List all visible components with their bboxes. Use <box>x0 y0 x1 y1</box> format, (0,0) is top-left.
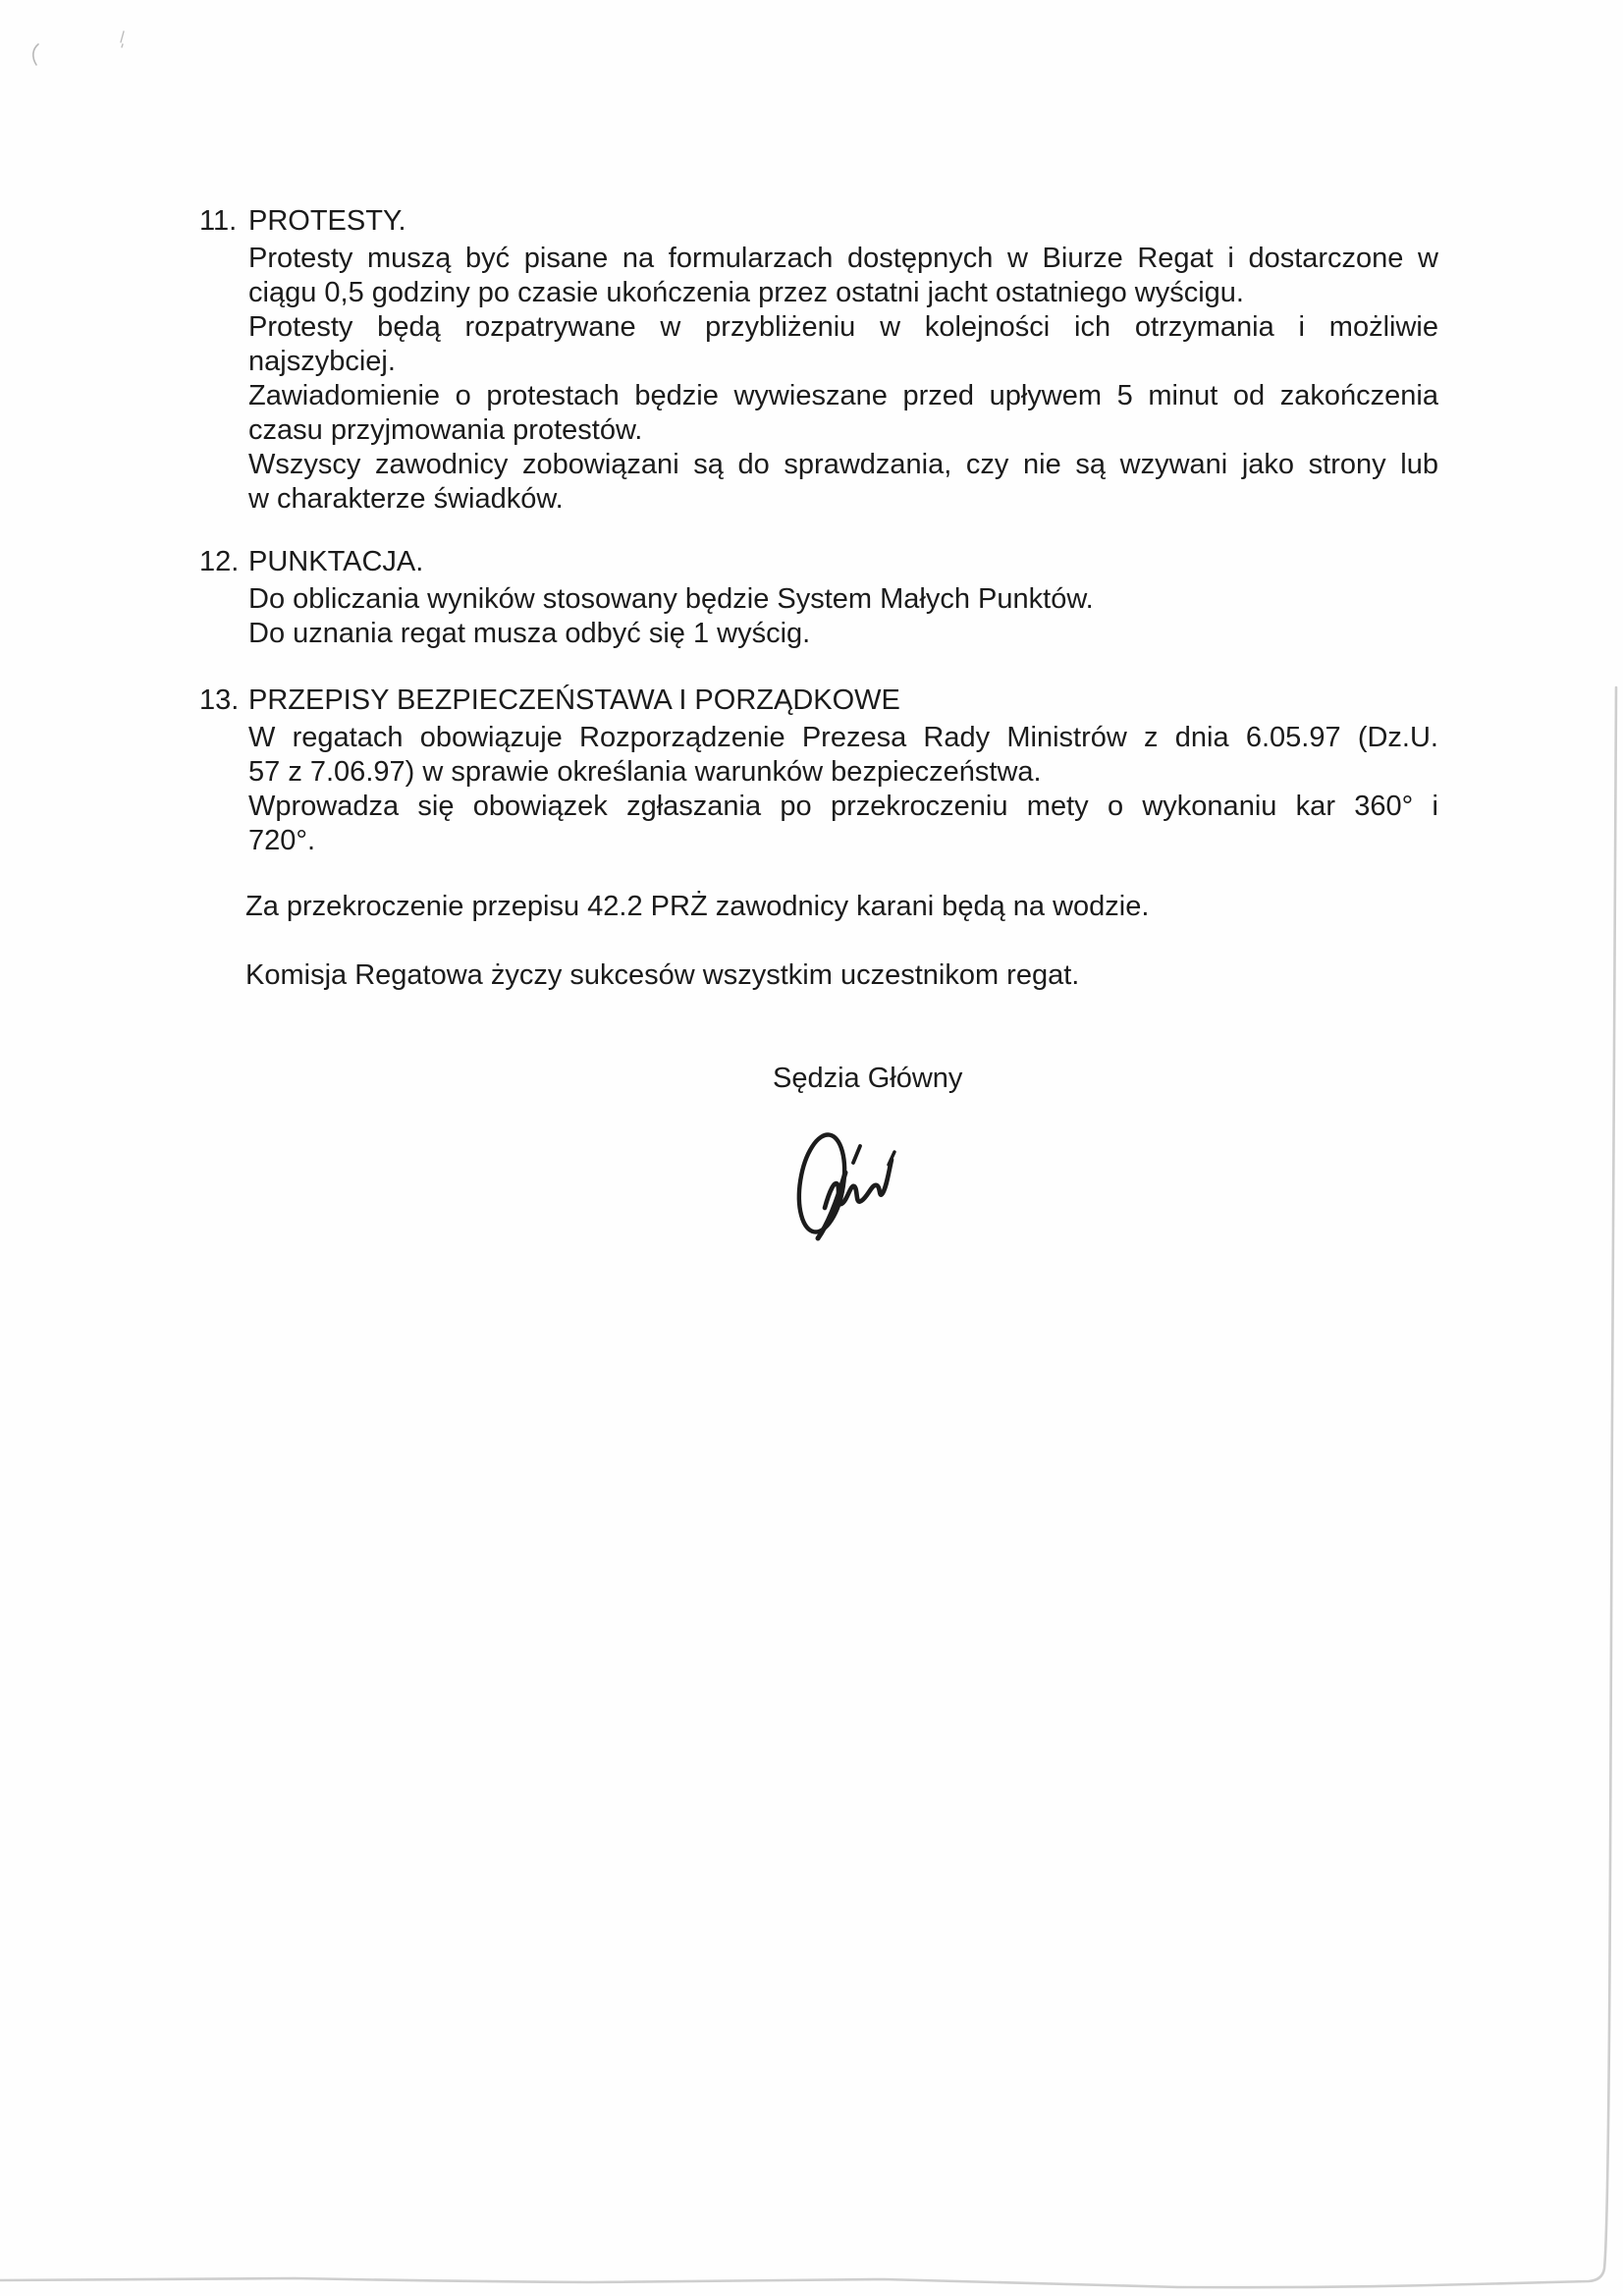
section-number: 13. <box>199 684 240 716</box>
section-number: 11. <box>199 205 238 237</box>
text-line: czasu przyjmowania protestów. <box>248 414 643 446</box>
text-line: 57 z 7.06.97) w sprawie określania warunków bezpieczeństwa. <box>248 756 1042 788</box>
section-heading <box>199 545 1438 579</box>
text-line: Protesty będą rozpatrywane w przybliżeniu w kolejności ich otrzymania i możliwie <box>248 311 1438 343</box>
text-line: najszybciej. <box>248 346 396 377</box>
paragraph-penalty: Za przekroczenie przepisu 42.2 PRŻ zawodnicy karani będą na wodzie. <box>245 891 1150 922</box>
text-line: w charakterze świadków. <box>248 483 564 515</box>
text-line: Zawiadomienie o protestach będzie wywieszane przed upływem 5 minut od zakończenia <box>248 380 1438 411</box>
section-body <box>248 721 1438 858</box>
section-punktacja <box>199 545 1438 651</box>
paragraph-wishes: Komisja Regatowa życzy sukcesów wszystkim uczestnikom regat. <box>245 959 1080 991</box>
section-title: PUNKTACJA. <box>248 546 424 577</box>
text-line: Protesty muszą być pisane na formularzach dostępnych w Biurze Regat i dostarczone w <box>248 243 1438 274</box>
scan-artifact-speck <box>116 29 130 49</box>
text-line: ciągu 0,5 godziny po czasie ukończenia przez ostatni jacht ostatniego wyścigu. <box>248 277 1244 308</box>
text-line: W regatach obowiązuje Rozporządzenie Prezesa Rady Ministrów z dnia 6.05.97 (Dz.U. <box>248 722 1438 753</box>
section-body <box>248 242 1438 517</box>
text-line: Do uznania regat musza odbyć się 1 wyścig. <box>248 618 811 649</box>
section-protesty <box>199 204 1438 517</box>
section-heading <box>199 204 1438 239</box>
text-line: Do obliczania wyników stosowany będzie System Małych Punktów. <box>248 583 1094 615</box>
section-przepisy <box>199 683 1438 858</box>
signature-role-label: Sędzia Główny <box>773 1063 963 1094</box>
section-title: PRZEPISY BEZPIECZEŃSTAWA I PORZĄDKOWE <box>248 684 900 716</box>
scan-artifact-paren <box>26 41 47 69</box>
text-line: Wszyscy zawodnicy zobowiązani są do sprawdzania, czy nie są wzywani jako strony lub <box>248 449 1438 480</box>
section-number: 12. <box>199 546 240 577</box>
section-body <box>248 582 1438 651</box>
section-heading <box>199 683 1438 718</box>
text-line: Wprowadza się obowiązek zgłaszania po przekroczeniu mety o wykonaniu kar 360° i <box>248 791 1438 822</box>
text-line: 720°. <box>248 825 316 856</box>
section-title: PROTESTY. <box>248 205 406 237</box>
